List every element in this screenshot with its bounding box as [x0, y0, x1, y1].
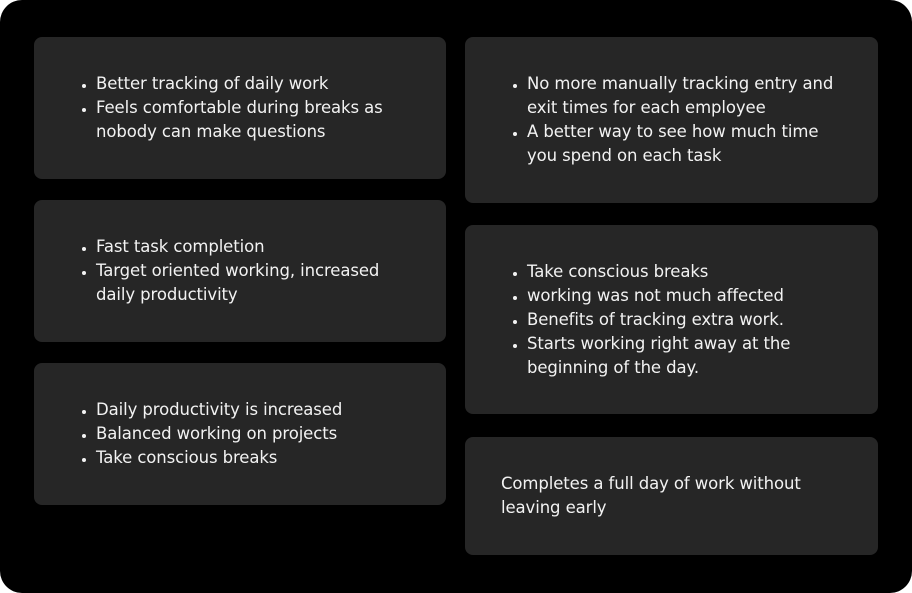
list-item: • Feels comfortable during breaks as nobody can make questions — [96, 96, 412, 144]
list-item: • Target oriented working, increased daily productivity — [96, 259, 412, 307]
feedback-card — [465, 437, 878, 555]
list-item: • Benefits of tracking extra work. — [527, 308, 844, 332]
bullet-list — [80, 398, 342, 470]
list-item: • Balanced working on projects — [96, 422, 342, 446]
bullet-list — [80, 235, 412, 307]
feedback-card — [34, 363, 446, 505]
list-item: • No more manually tracking entry and exit times for each employee — [527, 72, 844, 120]
feedback-card — [465, 225, 878, 414]
list-item: • A better way to see how much time you spend on each task — [527, 120, 844, 168]
bullet-list — [80, 72, 412, 144]
feedback-card — [34, 37, 446, 179]
list-item: • Fast task completion — [96, 235, 412, 259]
list-item: • working was not much affected — [527, 284, 844, 308]
list-item: • Starts working right away at the beginning of the day. — [527, 332, 844, 380]
list-item: • Daily productivity is increased — [96, 398, 342, 422]
card-text: Completes a full day of work without leaving early — [501, 474, 801, 517]
feedback-card — [465, 37, 878, 203]
list-item: • Take conscious breaks — [96, 446, 342, 470]
list-item: • Better tracking of daily work — [96, 72, 412, 96]
bullet-list — [511, 260, 844, 380]
feedback-card — [34, 200, 446, 342]
list-item: • Take conscious breaks — [527, 260, 844, 284]
bullet-list — [511, 72, 844, 168]
